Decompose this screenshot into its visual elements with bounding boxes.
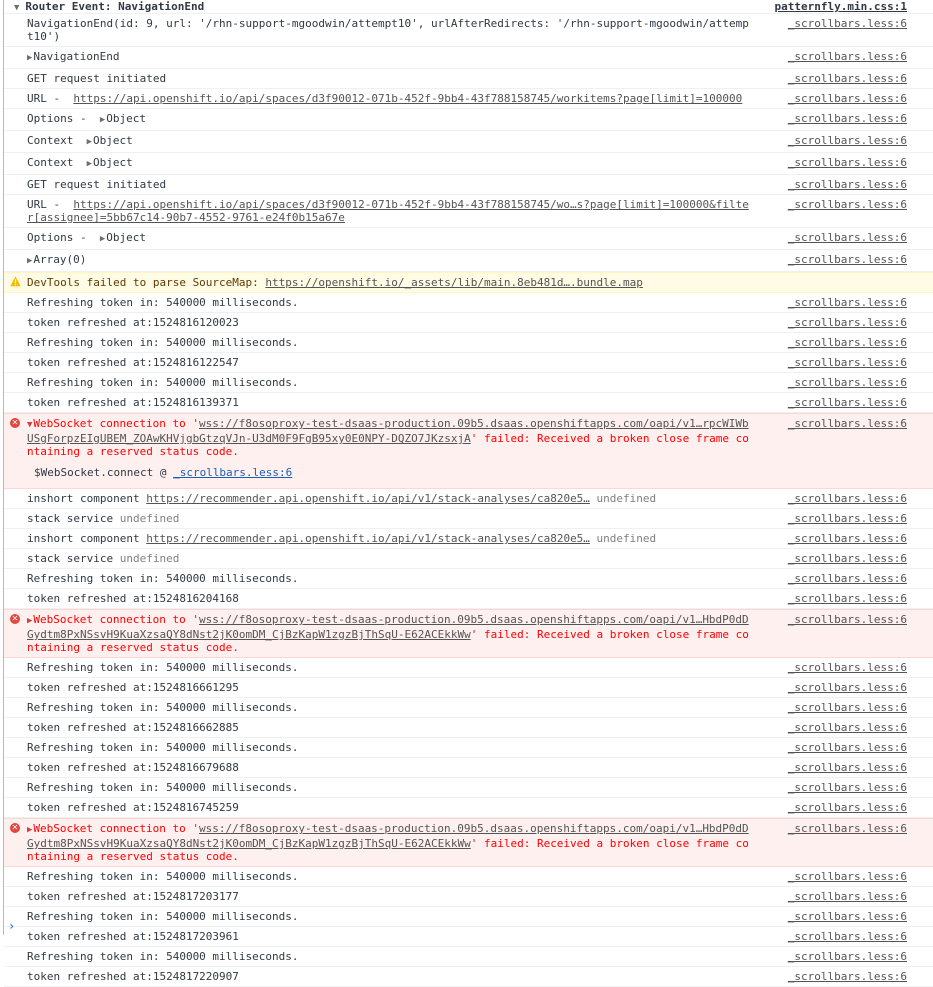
- message-label: Options -: [27, 231, 100, 244]
- console-message: [4, 393, 933, 413]
- expandable-object[interactable]: NavigationEnd: [33, 50, 120, 63]
- source-link[interactable]: _scrollbars.less:6: [787, 376, 907, 389]
- undefined-value: undefined: [589, 532, 657, 545]
- console-message: [4, 718, 933, 738]
- websocket-url-link[interactable]: wss://f8osoproxy-test-dsaas-production.09b5.dsaas.openshiftapps.com/oapi/v1…HbdP0dDGydtm8PxNSsvH9KuaXzsaQY8dNst2jK0omDM_CjBzKapW1zgzBjThSqU-E62ACEkkWw: [27, 822, 749, 850]
- console-message: [4, 947, 933, 967]
- source-link[interactable]: _scrollbars.less:6: [787, 336, 907, 349]
- console-message: [4, 549, 933, 569]
- expanded-triangle-icon[interactable]: ▼: [27, 420, 33, 430]
- source-link[interactable]: _scrollbars.less:6: [787, 231, 907, 244]
- source-link[interactable]: _scrollbars.less:6: [787, 741, 907, 754]
- source-link[interactable]: _scrollbars.less:6: [787, 17, 907, 30]
- source-link[interactable]: _scrollbars.less:6: [787, 156, 907, 169]
- message-label: Options -: [27, 112, 100, 125]
- message-text: Refreshing token in: 540000 milliseconds.: [27, 572, 299, 585]
- console-message: [4, 69, 933, 89]
- message-text: token refreshed at:1524816662885: [27, 721, 239, 734]
- console-message: [4, 250, 933, 272]
- sourcemap-link[interactable]: https://openshift.io/_assets/lib/main.8eb481d….bundle.map: [265, 276, 643, 289]
- message-label: stack service: [27, 512, 120, 525]
- console-message: [4, 967, 933, 987]
- console-message: [4, 353, 933, 373]
- message-text: Refreshing token in: 540000 milliseconds.: [27, 741, 299, 754]
- url-link[interactable]: https://api.openshift.io/api/spaces/d3f90012-071b-452f-9bb4-43f788158745/workitems?page[limit]=100000: [73, 92, 743, 105]
- source-link[interactable]: _scrollbars.less:6: [787, 681, 907, 694]
- expanded-triangle-icon[interactable]: ▼: [14, 3, 20, 13]
- source-link[interactable]: _scrollbars.less:6: [787, 178, 907, 191]
- undefined-value: undefined: [119, 552, 180, 565]
- message-label: Context: [27, 156, 87, 169]
- message-text: token refreshed at:1524816122547: [27, 356, 239, 369]
- message-label: URL -: [27, 92, 74, 105]
- console-message: [4, 131, 933, 153]
- source-link[interactable]: _scrollbars.less:6: [787, 134, 907, 147]
- console-message: [4, 758, 933, 778]
- console-message: [4, 698, 933, 718]
- source-link[interactable]: _scrollbars.less:6: [787, 572, 907, 585]
- source-link[interactable]: _scrollbars.less:6: [787, 316, 907, 329]
- console-message: [4, 109, 933, 131]
- message-text: token refreshed at:1524816679688: [27, 761, 239, 774]
- message-label: URL -: [27, 198, 74, 211]
- message-text: token refreshed at:1524817203961: [27, 930, 239, 943]
- message-text: Refreshing token in: 540000 milliseconds.: [27, 781, 299, 794]
- source-link[interactable]: _scrollbars.less:6: [787, 92, 907, 105]
- source-link[interactable]: _scrollbars.less:6: [787, 701, 907, 714]
- console-panel: [3, 0, 933, 983]
- source-link[interactable]: _scrollbars.less:6: [787, 781, 907, 794]
- console-message: [4, 509, 933, 529]
- console-message: [4, 738, 933, 758]
- console-message: [4, 47, 933, 69]
- source-link[interactable]: _scrollbars.less:6: [787, 890, 907, 903]
- source-link[interactable]: _scrollbars.less:6: [787, 970, 907, 983]
- message-text: Refreshing token in: 540000 milliseconds.: [27, 296, 299, 309]
- collapsed-triangle-icon[interactable]: ▶: [27, 53, 33, 63]
- warning-message: [4, 272, 933, 293]
- warning-icon: [10, 276, 21, 287]
- url-link[interactable]: https://recommender.api.openshift.io/api/v1/stack-analyses/ca820e5…: [146, 492, 590, 505]
- stack-function: $WebSocket.connect @: [34, 466, 174, 479]
- source-link[interactable]: _scrollbars.less:6: [787, 592, 907, 605]
- console-message: [4, 293, 933, 313]
- error-text: ' failed: Received a broken close frame containing a reserved status code.: [27, 837, 749, 863]
- source-link[interactable]: _scrollbars.less:6: [787, 552, 907, 565]
- error-icon: ✕: [11, 823, 19, 832]
- console-messages: [4, 14, 933, 987]
- message-text: Refreshing token in: 540000 milliseconds.: [27, 701, 299, 714]
- message-text: Refreshing token in: 540000 milliseconds.: [27, 910, 299, 923]
- source-link[interactable]: _scrollbars.less:6: [787, 72, 907, 85]
- undefined-value: undefined: [119, 512, 180, 525]
- console-message: [4, 658, 933, 678]
- console-message: [4, 887, 933, 907]
- error-text: WebSocket connection to ': [33, 613, 199, 626]
- source-link[interactable]: _scrollbars.less:6: [787, 492, 907, 505]
- source-link[interactable]: _scrollbars.less:6: [787, 910, 907, 923]
- expandable-object[interactable]: Object: [93, 156, 133, 169]
- message-text: Refreshing token in: 540000 milliseconds.: [27, 870, 299, 883]
- url-link[interactable]: https://api.openshift.io/api/spaces/d3f90012-071b-452f-9bb4-43f788158745/wo…s?page[limit]=100000&filter[assignee]=5bb67c14-90b7-4552-9761-e24f0b15a67e: [27, 198, 749, 224]
- error-message: [4, 818, 933, 867]
- console-message: [4, 489, 933, 509]
- collapsed-triangle-icon[interactable]: ▶: [86, 159, 93, 169]
- message-label: inshort component: [27, 532, 147, 545]
- error-text: WebSocket connection to ': [33, 822, 199, 835]
- websocket-url-link[interactable]: wss://f8osoproxy-test-dsaas-production.09b5.dsaas.openshiftapps.com/oapi/v1…rpcWIWbUSgForpzEIgUBEM_ZOAwKHVjgbGtzqVJn-U3dM0F9FgB95xy0E0NPY-DQZO7JKzsxjA: [27, 417, 749, 445]
- source-link[interactable]: _scrollbars.less:6: [787, 950, 907, 963]
- source-link[interactable]: _scrollbars.less:6: [787, 930, 907, 943]
- source-link[interactable]: _scrollbars.less:6: [787, 613, 907, 626]
- message-text: token refreshed at:1524816139371: [27, 396, 239, 409]
- message-text: token refreshed at:1524816204168: [27, 592, 239, 605]
- stack-trace: [27, 458, 753, 485]
- console-message: [4, 333, 933, 353]
- console-group-header[interactable]: [4, 0, 933, 14]
- message-text: GET request initiated: [27, 178, 167, 191]
- console-prompt-icon[interactable]: ›: [8, 919, 16, 933]
- message-text: token refreshed at:1524816661295: [27, 681, 239, 694]
- source-link[interactable]: _scrollbars.less:6: [787, 356, 907, 369]
- source-link[interactable]: _scrollbars.less:6: [787, 801, 907, 814]
- message-text: token refreshed at:1524817220907: [27, 970, 239, 983]
- source-link[interactable]: _scrollbars.less:6: [787, 512, 907, 525]
- source-link[interactable]: _scrollbars.less:6: [787, 253, 907, 266]
- error-text: WebSocket connection to ': [33, 417, 199, 430]
- collapsed-triangle-icon[interactable]: ▶: [27, 256, 33, 266]
- message-text: NavigationEnd(id: 9, url: '/rhn-support-mgoodwin/attempt10', urlAfterRedirects: '/rhn-support-mgoodwin/attempt10'): [27, 17, 749, 43]
- source-link[interactable]: _scrollbars.less:6: [787, 661, 907, 674]
- message-text: GET request initiated: [27, 72, 167, 85]
- group-title: Router Event: NavigationEnd: [25, 0, 205, 13]
- console-message: [4, 89, 933, 109]
- source-link[interactable]: _scrollbars.less:6: [787, 721, 907, 734]
- source-link[interactable]: _scrollbars.less:6: [787, 532, 907, 545]
- message-text: token refreshed at:1524816745259: [27, 801, 239, 814]
- message-text: Refreshing token in: 540000 milliseconds.: [27, 376, 299, 389]
- expandable-object[interactable]: Object: [93, 134, 133, 147]
- collapsed-triangle-icon[interactable]: ▶: [99, 115, 106, 125]
- undefined-value: undefined: [589, 492, 657, 505]
- console-message: [4, 907, 933, 927]
- message-text: token refreshed at:1524817203177: [27, 890, 239, 903]
- source-link[interactable]: _scrollbars.less:6: [787, 761, 907, 774]
- url-link[interactable]: https://recommender.api.openshift.io/api/v1/stack-analyses/ca820e5…: [146, 532, 590, 545]
- console-message: [4, 529, 933, 549]
- source-link[interactable]: _scrollbars.less:6: [787, 296, 907, 309]
- message-label: inshort component: [27, 492, 147, 505]
- console-message: [4, 589, 933, 609]
- message-text: Refreshing token in: 540000 milliseconds.: [27, 950, 299, 963]
- message-label: stack service: [27, 552, 120, 565]
- console-message: [4, 228, 933, 250]
- message-text: DevTools failed to parse SourceMap:: [27, 276, 266, 289]
- console-message: [4, 153, 933, 175]
- console-message: [4, 927, 933, 947]
- source-link[interactable]: _scrollbars.less:6: [787, 112, 907, 125]
- console-message: [4, 569, 933, 589]
- collapsed-triangle-icon[interactable]: ▶: [86, 137, 93, 147]
- collapsed-triangle-icon[interactable]: ▶: [99, 234, 106, 244]
- stack-source-link[interactable]: _scrollbars.less:6: [173, 466, 293, 479]
- message-text: Refreshing token in: 540000 milliseconds.: [27, 661, 299, 674]
- websocket-url-link[interactable]: wss://f8osoproxy-test-dsaas-production.09b5.dsaas.openshiftapps.com/oapi/v1…HbdP0dDGydtm8PxNSsvH9KuaXzsaQY8dNst2jK0omDM_CjBzKapW1zgzBjThSqU-E62ACEkkWw: [27, 613, 749, 641]
- console-message: [4, 778, 933, 798]
- source-link[interactable]: patternfly.min.css:1: [774, 0, 907, 13]
- expandable-object[interactable]: Object: [106, 112, 147, 125]
- source-link[interactable]: _scrollbars.less:6: [787, 198, 907, 211]
- console-message: [4, 195, 933, 228]
- console-message: [4, 14, 933, 47]
- error-message: [4, 609, 933, 658]
- source-link[interactable]: _scrollbars.less:6: [787, 417, 907, 430]
- console-message: [4, 678, 933, 698]
- expandable-object[interactable]: Object: [106, 231, 147, 244]
- expandable-object[interactable]: Array(0): [33, 253, 87, 266]
- error-text: ' failed: Received a broken close frame containing a reserved status code.: [27, 432, 749, 458]
- source-link[interactable]: _scrollbars.less:6: [787, 50, 907, 63]
- console-message: [4, 373, 933, 393]
- message-text: token refreshed at:1524816120023: [27, 316, 239, 329]
- console-message: [4, 798, 933, 818]
- source-link[interactable]: _scrollbars.less:6: [787, 396, 907, 409]
- source-link[interactable]: _scrollbars.less:6: [787, 870, 907, 883]
- message-text: Refreshing token in: 540000 milliseconds.: [27, 336, 299, 349]
- message-label: Context: [27, 134, 87, 147]
- console-message: [4, 867, 933, 887]
- error-icon: ✕: [11, 614, 19, 623]
- collapsed-triangle-icon[interactable]: ▶: [27, 825, 33, 835]
- source-link[interactable]: _scrollbars.less:6: [787, 822, 907, 835]
- console-message: [4, 175, 933, 195]
- error-text: ' failed: Received a broken close frame containing a reserved status code.: [27, 628, 749, 654]
- console-message: [4, 313, 933, 333]
- collapsed-triangle-icon[interactable]: ▶: [27, 616, 33, 626]
- error-message: [4, 413, 933, 489]
- error-icon: ✕: [11, 418, 19, 427]
